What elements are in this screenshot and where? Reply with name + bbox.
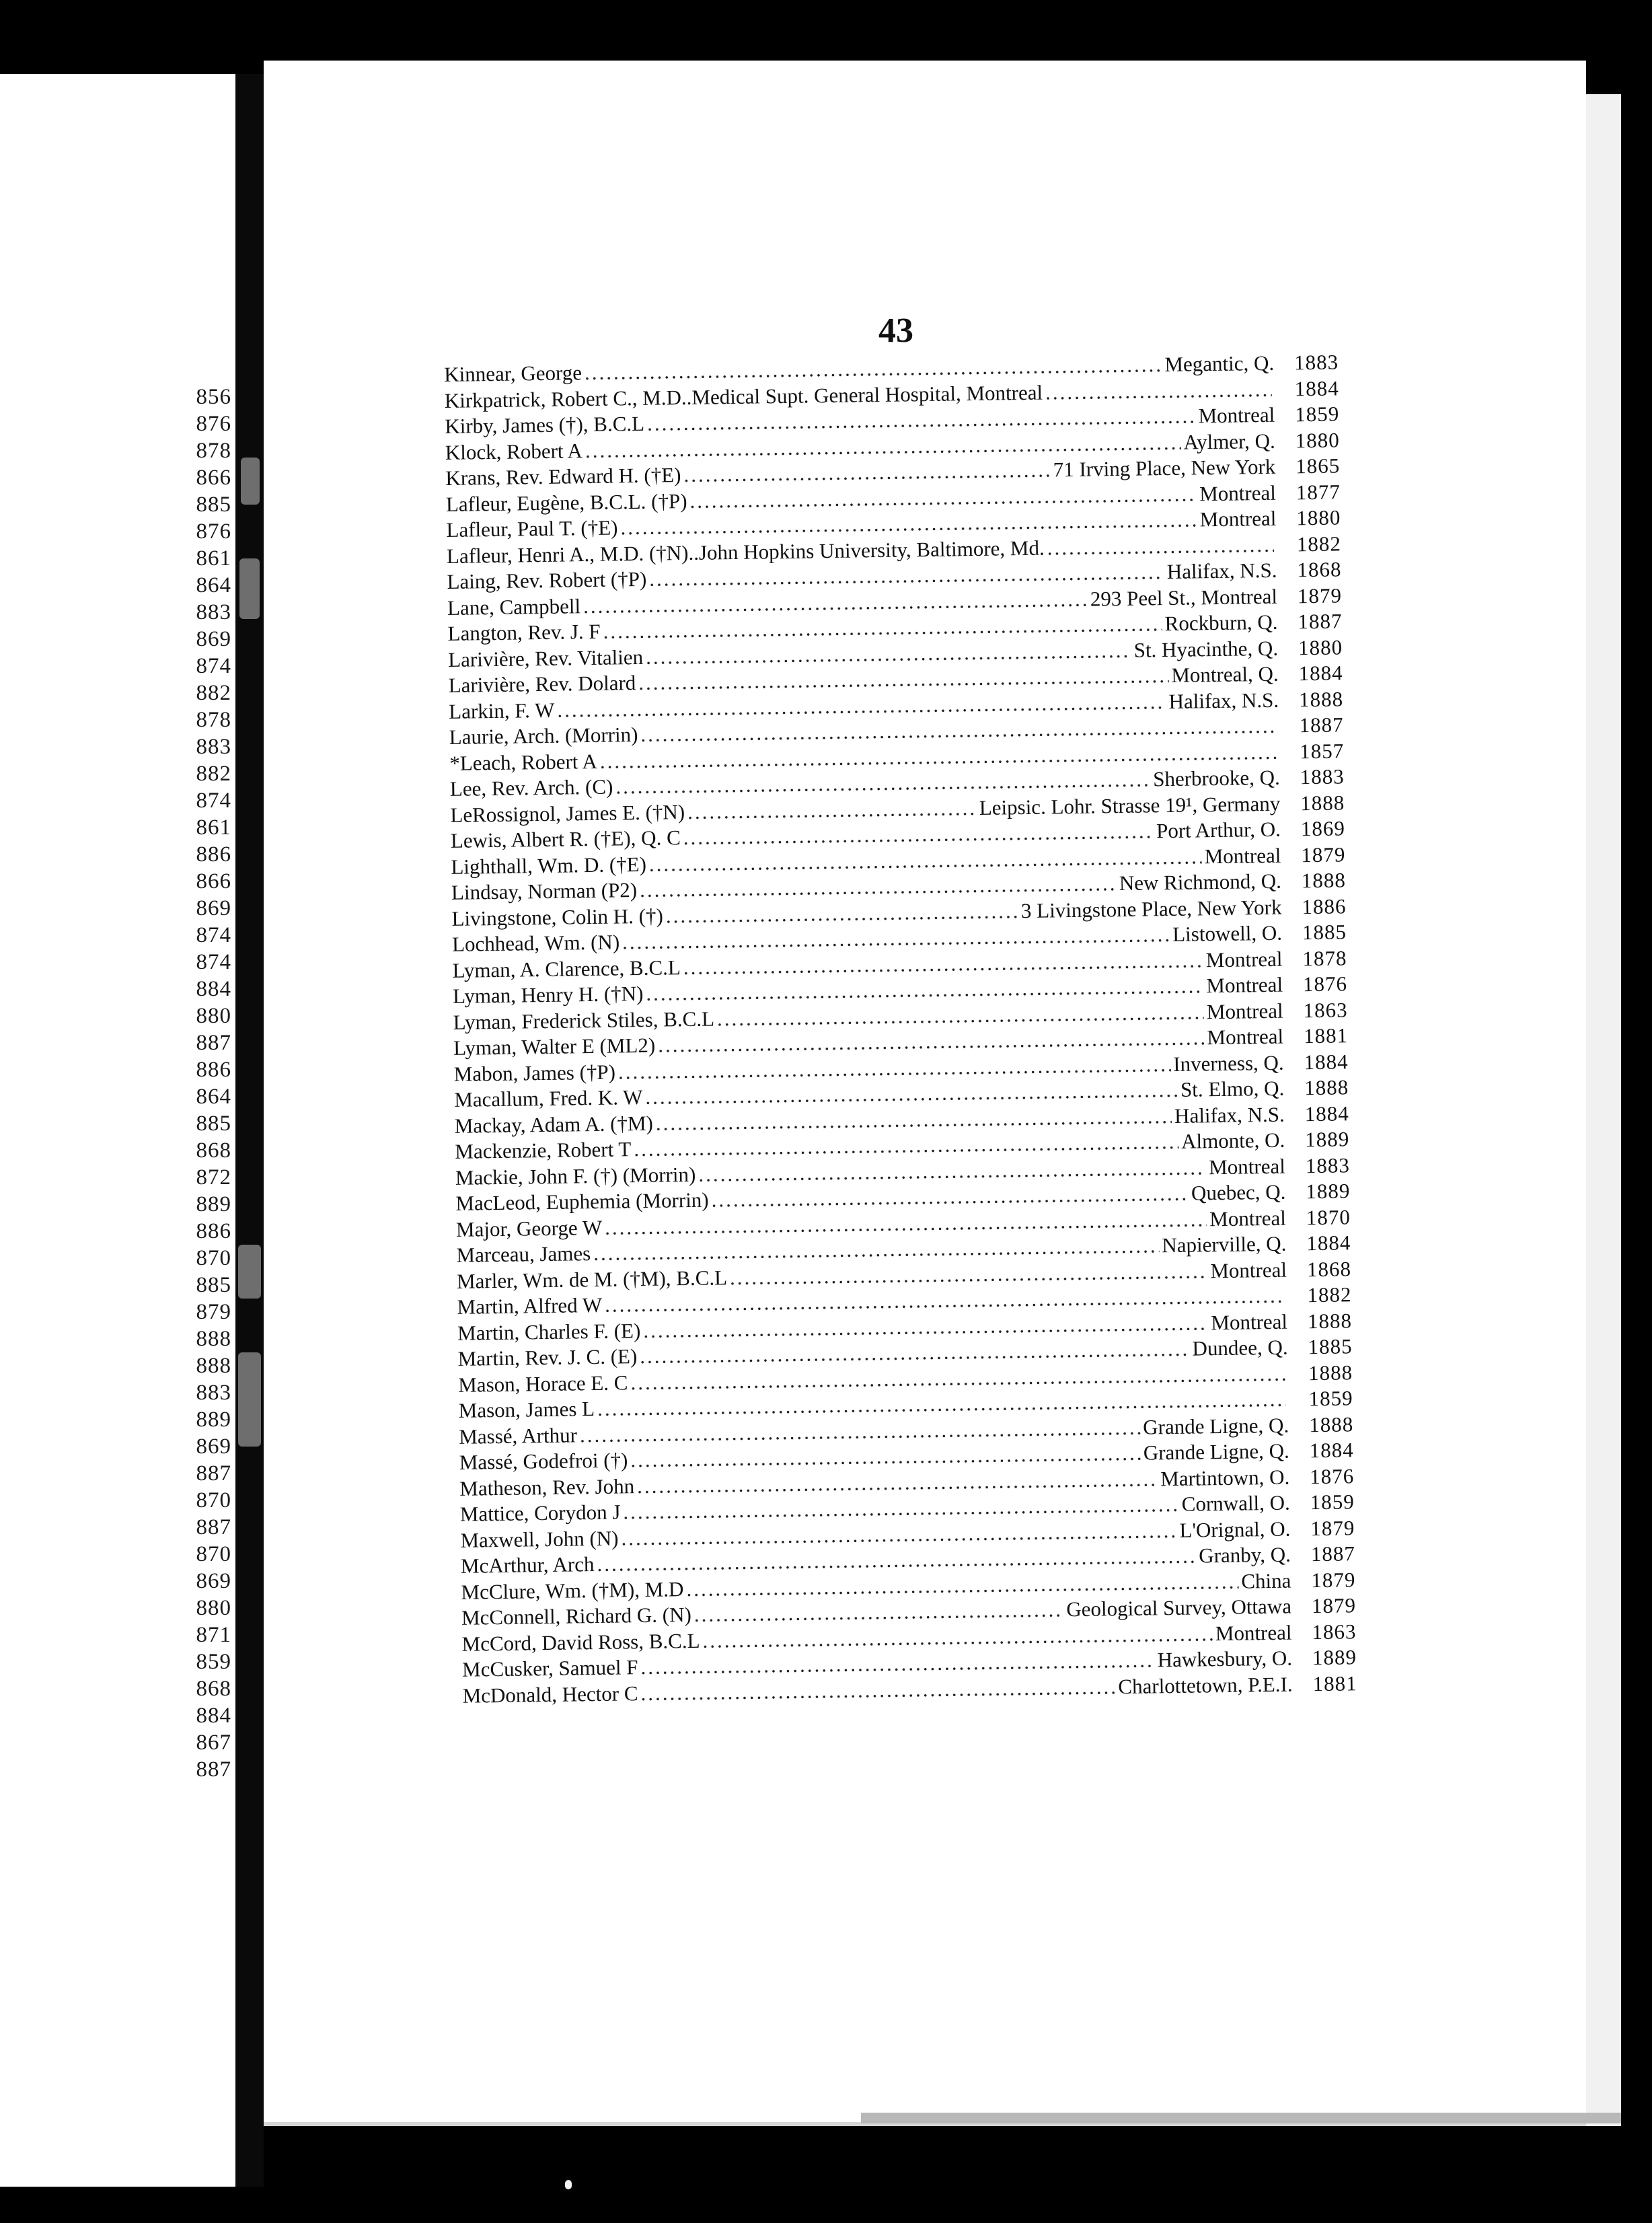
dot-leader bbox=[687, 795, 977, 825]
left-page-year: 861 bbox=[196, 815, 231, 840]
entry-place: Montreal bbox=[1205, 947, 1283, 972]
left-page-year-column bbox=[196, 384, 232, 1783]
entry-name: Lee, Rev. Arch. (C) bbox=[449, 774, 613, 801]
entry-name: Martin, Charles F. (E) bbox=[457, 1318, 641, 1345]
entry-name: Mackie, John F. (†) (Morrin) bbox=[455, 1162, 696, 1190]
left-page-year: 870 bbox=[196, 1488, 231, 1513]
left-page-year: 886 bbox=[196, 842, 231, 867]
entry-name: Lindsay, Norman (P2) bbox=[451, 878, 638, 904]
entry-name: Klock, Robert A bbox=[445, 438, 583, 464]
entry-name: Larkin, F. W bbox=[449, 698, 555, 723]
entry-place: Montreal bbox=[1208, 1154, 1286, 1179]
entry-year: 1869 bbox=[1300, 816, 1346, 841]
entry-year: 1870 bbox=[1306, 1204, 1351, 1229]
entry-place: Montreal bbox=[1207, 1024, 1284, 1050]
binding-stitch bbox=[238, 1352, 261, 1447]
left-page-year: 887 bbox=[196, 1031, 231, 1055]
entry-year: 1879 bbox=[1301, 842, 1346, 867]
entry-place: L'Orignal, O. bbox=[1179, 1517, 1291, 1542]
entry-year: 1879 bbox=[1297, 583, 1343, 608]
entry-year: 1886 bbox=[1302, 894, 1347, 918]
entry-year: 1881 bbox=[1303, 1023, 1349, 1048]
left-page-year: 889 bbox=[196, 1408, 231, 1432]
binding-stitch bbox=[241, 458, 260, 505]
entry-year: 1889 bbox=[1312, 1645, 1357, 1670]
left-page-year: 869 bbox=[196, 1434, 231, 1459]
entry-name: Lafleur, Paul T. (†E) bbox=[446, 515, 618, 542]
entry-place: New Richmond, Q. bbox=[1119, 869, 1282, 896]
entry-year: 1859 bbox=[1310, 1490, 1355, 1515]
entry-place: Montreal bbox=[1210, 1258, 1287, 1282]
entry-name: Livingstone, Colin H. (†) bbox=[451, 904, 664, 931]
entry-place: Granby, Q. bbox=[1199, 1542, 1291, 1568]
entry-year: 1882 bbox=[1296, 531, 1342, 556]
page-number: 43 bbox=[878, 312, 913, 350]
left-page-year: 878 bbox=[196, 439, 231, 463]
entry-name: Lafleur, Henri A., M.D. (†N)..John Hopkins University, Baltimore, Md. bbox=[446, 536, 1045, 568]
entry-year: 1889 bbox=[1306, 1179, 1351, 1204]
entry-name: Mattice, Corydon J bbox=[459, 1500, 621, 1526]
entry-year: 1883 bbox=[1293, 350, 1339, 375]
left-page-year: 883 bbox=[196, 600, 231, 624]
left-page-year: 884 bbox=[196, 1704, 231, 1728]
entry-place: Leipsic. Lohr. Strasse 19¹, Germany bbox=[979, 791, 1281, 819]
entry-name: Lyman, A. Clarence, B.C.L bbox=[452, 955, 681, 982]
left-page-year: 876 bbox=[196, 519, 231, 544]
entry-year: 1865 bbox=[1296, 453, 1341, 478]
entry-place: Montreal bbox=[1199, 480, 1277, 505]
entry-name: Matheson, Rev. John bbox=[459, 1473, 635, 1500]
left-page-year: 866 bbox=[196, 466, 231, 490]
entry-year: 1887 bbox=[1310, 1541, 1356, 1566]
entry-year: 1888 bbox=[1308, 1360, 1353, 1385]
entry-place: Dundee, Q. bbox=[1192, 1335, 1288, 1360]
entry-year: 1888 bbox=[1307, 1308, 1353, 1333]
entry-place: Inverness, Q. bbox=[1172, 1050, 1284, 1076]
entry-place: Charlottetown, P.E.I. bbox=[1118, 1672, 1293, 1698]
entry-year: 1884 bbox=[1294, 375, 1339, 400]
left-page-year: 882 bbox=[196, 762, 231, 786]
entry-name: Marler, Wm. de M. (†M), B.C.L bbox=[456, 1265, 728, 1293]
left-page-year: 856 bbox=[196, 385, 231, 409]
left-page-year: 866 bbox=[196, 869, 231, 894]
entry-place: Hawkesbury, O. bbox=[1157, 1646, 1293, 1672]
entry-place: Quebec, Q. bbox=[1191, 1179, 1286, 1205]
dot-leader bbox=[1045, 376, 1272, 405]
entry-year: 1883 bbox=[1305, 1153, 1351, 1177]
left-page-year: 874 bbox=[196, 789, 231, 813]
entry-year: 1880 bbox=[1295, 427, 1340, 452]
entry-name: McCord, David Ross, B.C.L bbox=[461, 1628, 700, 1656]
left-page-year: 886 bbox=[196, 1219, 231, 1243]
entry-name: Massé, Godefroi (†) bbox=[459, 1448, 628, 1474]
entry-name: Langton, Rev. J. F bbox=[447, 619, 601, 645]
entry-place: Montreal bbox=[1206, 972, 1283, 998]
left-page-year: 889 bbox=[196, 1192, 231, 1216]
entry-year: 1859 bbox=[1294, 402, 1340, 427]
entry-place: Listowell, O. bbox=[1172, 920, 1283, 946]
left-page-year: 887 bbox=[196, 1515, 231, 1539]
entry-name: Mackay, Adam A. (†M) bbox=[454, 1111, 654, 1138]
entry-place: Almonte, O. bbox=[1180, 1128, 1285, 1153]
left-page-year: 864 bbox=[196, 1085, 231, 1109]
book-gutter bbox=[235, 74, 264, 2187]
entry-year: 1868 bbox=[1297, 557, 1342, 582]
entry-year: 1884 bbox=[1309, 1438, 1354, 1463]
entry-place: Halifax, N.S. bbox=[1166, 558, 1277, 584]
left-page-year: 883 bbox=[196, 1381, 231, 1405]
left-page-year: 885 bbox=[196, 1273, 231, 1297]
entry-name: Maxwell, John (N) bbox=[460, 1526, 619, 1552]
entry-name: Martin, Rev. J. C. (E) bbox=[457, 1344, 638, 1371]
left-page-year: 888 bbox=[196, 1327, 231, 1351]
entry-place: Cornwall, O. bbox=[1181, 1490, 1291, 1516]
entry-name: Lane, Campbell bbox=[447, 593, 581, 620]
entry-year: 1888 bbox=[1301, 868, 1347, 893]
left-page-year: 879 bbox=[196, 1300, 231, 1324]
entry-name: Major, George W bbox=[455, 1215, 603, 1241]
entry-year: 1877 bbox=[1296, 479, 1341, 504]
left-page-year: 887 bbox=[196, 1461, 231, 1486]
left-page-year: 874 bbox=[196, 654, 231, 678]
entry-name: Lewis, Albert R. (†E), Q. C bbox=[450, 826, 681, 852]
left-page-year: 880 bbox=[196, 1004, 231, 1028]
entry-place: Martintown, O. bbox=[1160, 1465, 1290, 1490]
entry-year: 1859 bbox=[1308, 1386, 1353, 1411]
entry-name: Massé, Arthur bbox=[459, 1422, 578, 1449]
page-edge bbox=[1586, 94, 1621, 2126]
entry-place: Montreal bbox=[1211, 1309, 1288, 1334]
entry-place: Montreal bbox=[1198, 402, 1275, 428]
left-page-year: 878 bbox=[196, 708, 231, 732]
entry-place: Montreal bbox=[1199, 506, 1277, 532]
entry-name: Mason, Horace E. C bbox=[457, 1370, 628, 1397]
entry-place: 293 Peel St., Montreal bbox=[1090, 584, 1278, 611]
entry-name: Laurie, Arch. (Morrin) bbox=[449, 723, 638, 749]
entry-year: 1884 bbox=[1298, 661, 1343, 686]
left-page bbox=[0, 74, 235, 2187]
entry-place: Napierville, Q. bbox=[1162, 1231, 1287, 1258]
entry-place: Port Arthur, O. bbox=[1156, 817, 1281, 843]
entry-name: Martin, Alfred W bbox=[457, 1292, 603, 1319]
entry-year: 1879 bbox=[1311, 1593, 1357, 1618]
entry-year: 1879 bbox=[1310, 1515, 1355, 1540]
binding-stitch bbox=[238, 1245, 261, 1299]
left-page-year: 882 bbox=[196, 681, 231, 705]
entry-place: Grande Ligne, Q. bbox=[1143, 1413, 1289, 1439]
entry-name: Mackenzie, Robert T bbox=[455, 1137, 632, 1163]
entry-year: 1876 bbox=[1302, 972, 1348, 996]
left-page-year: 884 bbox=[196, 977, 231, 1001]
entry-year: 1882 bbox=[1307, 1282, 1352, 1307]
left-page-year: 887 bbox=[196, 1757, 231, 1782]
entry-name: McDonald, Hector C bbox=[462, 1681, 638, 1708]
entry-place: Grande Ligne, Q. bbox=[1143, 1438, 1289, 1465]
entry-place: Sherbrooke, Q. bbox=[1152, 765, 1280, 791]
left-page-year: 869 bbox=[196, 627, 231, 651]
entry-place: Montreal bbox=[1206, 998, 1283, 1023]
entry-place: China bbox=[1241, 1568, 1291, 1593]
entry-name: MacLeod, Euphemia (Morrin) bbox=[455, 1188, 709, 1215]
entry-place: Megantic, Q. bbox=[1164, 351, 1275, 377]
left-page-year: 874 bbox=[196, 950, 231, 974]
entry-place: St. Elmo, Q. bbox=[1180, 1076, 1285, 1101]
entry-name: Larivière, Rev. Vitalien bbox=[447, 645, 644, 671]
entry-name: Laing, Rev. Robert (†P) bbox=[447, 567, 647, 593]
entry-year: 1888 bbox=[1308, 1412, 1354, 1436]
entry-year: 1888 bbox=[1298, 686, 1344, 711]
entry-year: 1857 bbox=[1299, 738, 1345, 763]
entry-place: Montreal bbox=[1215, 1620, 1292, 1645]
left-page-year: 861 bbox=[196, 546, 231, 571]
entry-year: 1888 bbox=[1304, 1075, 1349, 1100]
left-page-year: 864 bbox=[196, 573, 231, 597]
entry-place: Rockburn, Q. bbox=[1164, 610, 1278, 636]
left-page-year: 869 bbox=[196, 896, 231, 920]
entry-name: Lyman, Frederick Stiles, B.C.L bbox=[453, 1006, 715, 1034]
entry-place: Montreal bbox=[1209, 1206, 1287, 1231]
entry-place: 71 Irving Place, New York bbox=[1053, 454, 1276, 482]
entry-year: 1880 bbox=[1298, 634, 1343, 659]
left-page-year: 888 bbox=[196, 1354, 231, 1378]
left-page-year: 886 bbox=[196, 1058, 231, 1082]
left-page-year: 867 bbox=[196, 1730, 231, 1755]
entry-place: Geological Survey, Ottawa bbox=[1066, 1594, 1292, 1621]
entry-year: 1878 bbox=[1302, 945, 1347, 970]
left-page-year: 880 bbox=[196, 1596, 231, 1620]
entry-year: 1884 bbox=[1306, 1231, 1351, 1255]
entry-name: Larivière, Rev. Dolard bbox=[448, 671, 636, 697]
left-page-year: 885 bbox=[196, 493, 231, 517]
entry-place: Aylmer, Q. bbox=[1183, 429, 1275, 454]
entry-name: *Leach, Robert A bbox=[449, 749, 598, 775]
entry-year: 1884 bbox=[1304, 1049, 1349, 1074]
entry-year: 1868 bbox=[1306, 1256, 1352, 1281]
entry-place: 3 Livingstone Place, New York bbox=[1020, 895, 1282, 922]
left-page-year: 871 bbox=[196, 1623, 231, 1647]
left-page-year: 870 bbox=[196, 1542, 231, 1566]
left-page-year: 868 bbox=[196, 1677, 231, 1701]
entry-name: Lyman, Walter E (ML2) bbox=[453, 1033, 656, 1060]
entry-year: 1884 bbox=[1304, 1101, 1349, 1126]
scan-speck bbox=[565, 2180, 572, 2189]
entry-year: 1885 bbox=[1302, 920, 1347, 945]
directory-list bbox=[444, 349, 1357, 1708]
left-page-year: 874 bbox=[196, 923, 231, 947]
entry-name: Lyman, Henry H. (†N) bbox=[452, 981, 644, 1008]
entry-name: Lighthall, Wm. D. (†E) bbox=[451, 852, 647, 879]
entry-year: 1881 bbox=[1312, 1671, 1357, 1696]
left-page-year: 868 bbox=[196, 1138, 231, 1163]
left-page-year: 872 bbox=[196, 1165, 231, 1190]
entry-name: McClure, Wm. (†M), M.D bbox=[461, 1576, 684, 1604]
left-page-year: 883 bbox=[196, 735, 231, 759]
entry-name: Macallum, Fred. K. W bbox=[454, 1085, 643, 1112]
entry-year: 1883 bbox=[1300, 764, 1345, 789]
left-page-year: 876 bbox=[196, 412, 231, 436]
entry-name: Kirkpatrick, Robert C., M.D..Medical Supt. General Hospital, Montreal bbox=[444, 380, 1043, 412]
entry-name: McConnell, Richard G. (N) bbox=[461, 1603, 692, 1630]
entry-name: Marceau, James bbox=[456, 1241, 591, 1267]
entry-place: Halifax, N.S. bbox=[1168, 688, 1279, 713]
entry-place: Montreal bbox=[1204, 843, 1281, 868]
entry-year: 1863 bbox=[1312, 1619, 1357, 1644]
entry-year: 1880 bbox=[1296, 505, 1341, 530]
entry-name: Krans, Rev. Edward H. (†E) bbox=[445, 463, 681, 490]
entry-name: Lochhead, Wm. (N) bbox=[451, 930, 620, 956]
entry-name: Mabon, James (†P) bbox=[453, 1060, 616, 1086]
left-page-year: 870 bbox=[196, 1246, 231, 1270]
entry-name: McArthur, Arch bbox=[460, 1552, 595, 1578]
entry-place: Montreal, Q. bbox=[1171, 661, 1279, 687]
left-page-year: 869 bbox=[196, 1569, 231, 1593]
dot-leader bbox=[1047, 532, 1274, 560]
left-page-year: 859 bbox=[196, 1650, 231, 1674]
entry-name: Kirby, James (†), B.C.L bbox=[445, 411, 645, 438]
entry-year: 1876 bbox=[1310, 1463, 1355, 1488]
entry-name: LeRossignol, James E. (†N) bbox=[450, 799, 685, 827]
entry-year: 1879 bbox=[1311, 1567, 1356, 1592]
entry-name: McCusker, Samuel F bbox=[461, 1655, 638, 1681]
entry-year: 1888 bbox=[1300, 790, 1345, 815]
entry-year: 1863 bbox=[1303, 997, 1348, 1022]
entry-place: St. Hyacinthe, Q. bbox=[1133, 636, 1279, 662]
entry-year: 1887 bbox=[1298, 609, 1343, 634]
left-page-year: 885 bbox=[196, 1112, 231, 1136]
entry-name: Lafleur, Eugène, B.C.L. (†P) bbox=[445, 488, 687, 516]
entry-place: Halifax, N.S. bbox=[1174, 1102, 1285, 1128]
entry-name: Kinnear, George bbox=[444, 361, 583, 386]
page-edge-bottom bbox=[861, 2113, 1621, 2123]
entry-year: 1887 bbox=[1299, 713, 1344, 737]
entry-year: 1889 bbox=[1305, 1127, 1350, 1152]
entry-name: Mason, James L bbox=[458, 1397, 595, 1422]
entry-year: 1885 bbox=[1308, 1334, 1353, 1359]
binding-stitch bbox=[239, 558, 260, 619]
